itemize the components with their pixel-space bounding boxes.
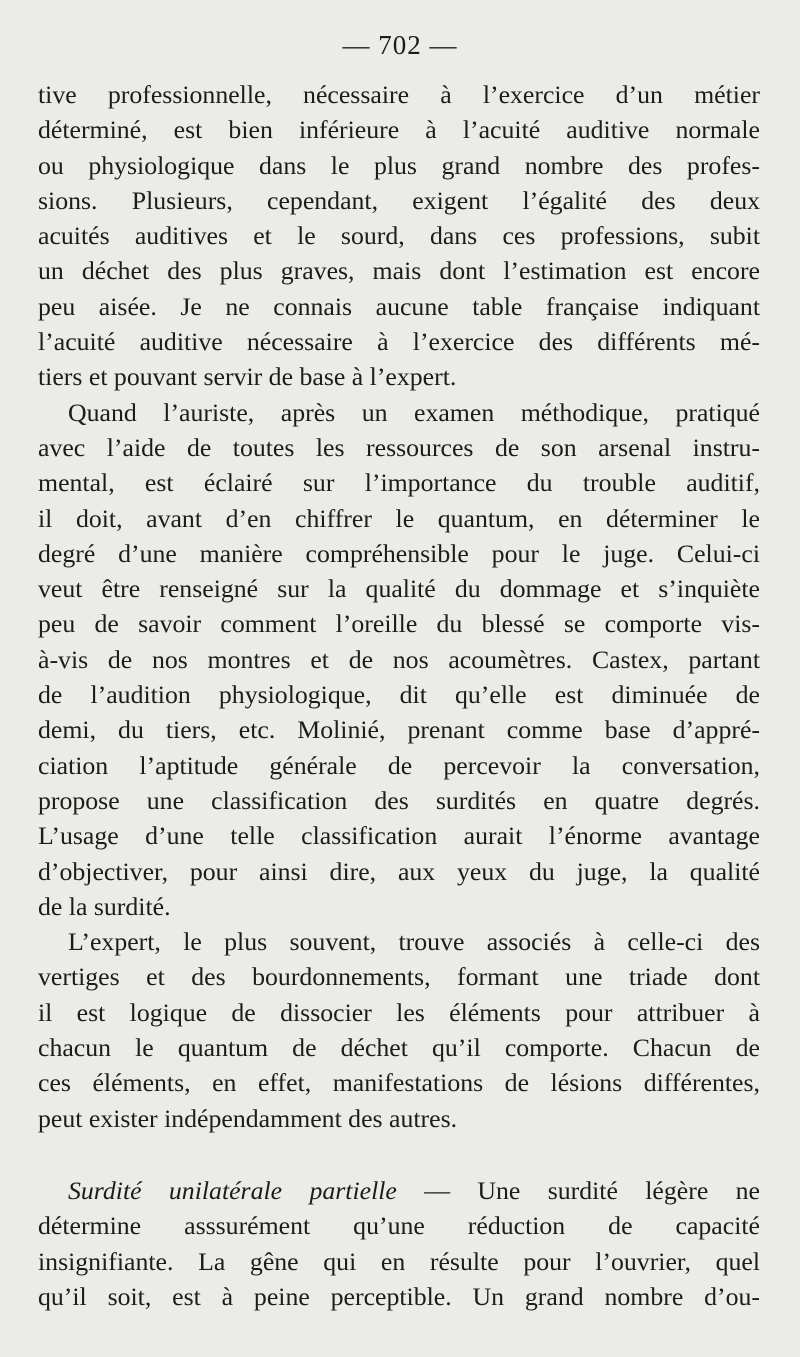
section-paragraph [38,1173,760,1314]
text-line: L’expert, le plus souvent, trouve associés à celle-ci des [68,927,760,957]
text-line: ces éléments, en effet, manifestations de lésions différentes, [38,1068,760,1098]
text-line: acuités auditives et le sourd, dans ces professions, subit [38,221,760,251]
text-line: veut être renseigné sur la qualité du dommage et s’inquiète [38,574,760,604]
text-line: qu’il soit, est à peine perceptible. Un grand nombre d’ou- [38,1281,760,1311]
text-line: tiers et pouvant servir de base à l’expert. [38,362,457,392]
body-text [38,77,760,1314]
text-line: il est logique de dissocier les éléments pour attribuer à [38,997,760,1027]
text-line: de l’audition physiologique, dit qu’elle est diminuée de [38,680,760,710]
text-line: propose une classification des surdités en quatre degrés. [38,785,760,815]
text-line: degré d’une manière compréhensible pour le juge. Celui-ci [38,538,760,568]
text-line: l’acuité auditive nécessaire à l’exercice des différents mé- [38,327,760,357]
paragraph [38,395,760,924]
text-line: chacun le quantum de déchet qu’il comporte. Chacun de [38,1033,760,1063]
section-title: Surdité unilatérale partielle [68,1175,397,1205]
text-line: il doit, avant d’en chiffrer le quantum, en déterminer le [38,503,760,533]
text-line: peu de savoir comment l’oreille du blessé se comporte vis- [38,609,760,639]
text-line: ciation l’aptitude générale de percevoir la conversation, [38,750,760,780]
text-line: tive professionnelle, nécessaire à l’exercice d’un métier [38,80,760,109]
page-number: — 702 — [342,30,458,60]
text-line: d’objectiver, pour ainsi dire, aux yeux du juge, la qualité [38,856,760,886]
section-dash: — [396,1175,478,1205]
text-line: demi, du tiers, etc. Molinié, prenant comme base d’appré- [38,715,760,745]
text-line: avec l’aide de toutes les ressources de son arsenal instru- [38,432,760,462]
text-line: de la surdité. [38,891,171,921]
text-line: sions. Plusieurs, cependant, exigent l’égalité des deux [38,185,760,215]
text-line: déterminé, est bien inférieure à l’acuité auditive normale [38,115,760,145]
section-first-line: Une surdité légère ne [477,1175,760,1205]
text-line: détermine asssurément qu’une réduction de capacité [38,1211,760,1241]
text-line: un déchet des plus graves, mais dont l’estimation est encore [38,256,760,286]
text-line [38,1173,760,1208]
text-line: vertiges et des bourdonnements, formant une triade dont [38,962,760,992]
text-line: ou physiologique dans le plus grand nombre des profes- [38,150,760,180]
text-line: à-vis de nos montres et de nos acoumètres. Castex, partant [38,644,760,674]
text-line: mental, est éclairé sur l’importance du trouble auditif, [38,468,760,498]
text-line: L’usage d’une telle classification aurait l’énorme avantage [38,821,760,851]
text-line: insignifiante. La gêne qui en résulte pour l’ouvrier, quel [38,1246,760,1276]
text-line: peut exister indépendamment des autres. [38,1103,458,1133]
paragraph [38,924,760,1136]
paragraph [38,77,760,395]
text-line: Quand l’auriste, après un examen méthodique, pratiqué [68,397,760,427]
text-line: peu aisée. Je ne connais aucune table française indiquant [38,291,760,321]
